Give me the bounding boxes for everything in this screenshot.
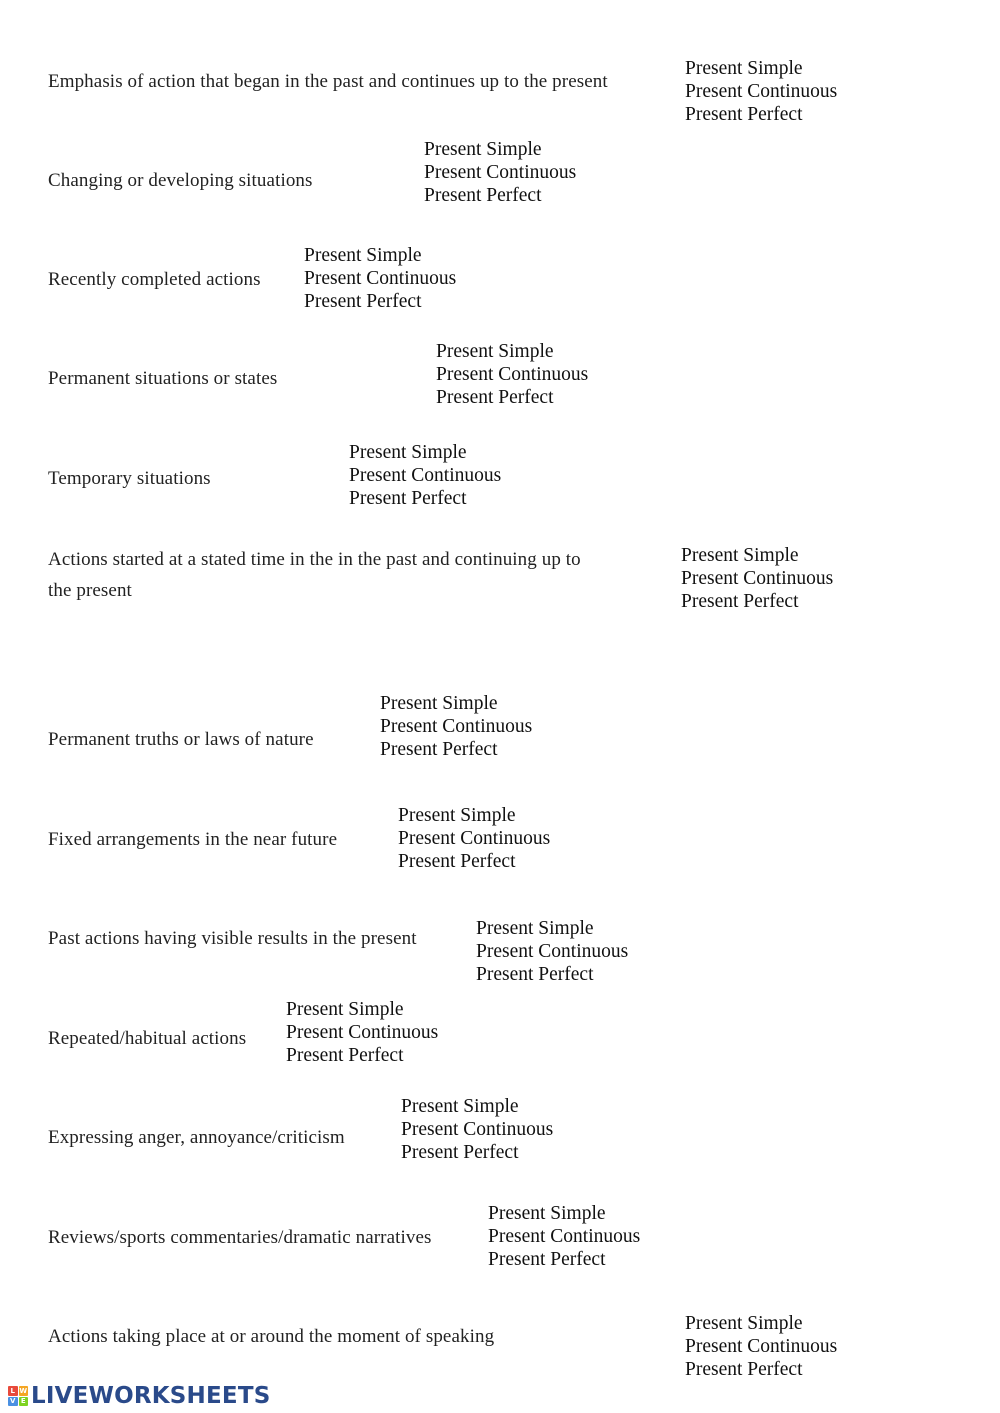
question-prompt: Actions started at a stated time in the in the past and continuing up to the present [48,549,581,601]
question-prompt: Repeated/habitual actions [48,1028,247,1049]
question-prompt: Actions taking place at or around the moment of speaking [48,1326,495,1347]
answer-option[interactable]: Present Perfect [349,488,467,509]
answer-option[interactable]: Present Continuous [424,162,577,183]
answer-option[interactable]: Present Continuous [685,81,838,102]
answer-options [424,138,576,207]
logo-icon-tile: L [8,1386,18,1396]
question-prompt: Expressing anger, annoyance/criticism [48,1127,345,1148]
answer-option[interactable]: Present Perfect [401,1142,519,1163]
answer-options [286,998,438,1067]
answer-option[interactable]: Present Simple [304,245,422,266]
liveworksheets-logo [8,1382,270,1410]
answer-option[interactable]: Present Perfect [681,591,799,612]
answer-options [349,441,501,510]
question-prompt: Emphasis of action that began in the past and continues up to the present [48,71,608,92]
answer-option[interactable]: Present Simple [685,1313,803,1334]
answer-option[interactable]: Present Continuous [436,364,589,385]
question-prompt: Reviews/sports commentaries/dramatic narratives [48,1227,432,1248]
answer-options [685,1312,837,1381]
logo-icon-tile: E [19,1397,29,1407]
answer-option[interactable]: Present Simple [398,805,516,826]
question-prompt: Permanent truths or laws of nature [48,729,314,750]
question-prompt: Recently completed actions [48,269,261,290]
logo-icon-tile: V [8,1397,18,1407]
answer-option[interactable]: Present Continuous [304,268,457,289]
answer-options [401,1095,553,1164]
answer-option[interactable]: Present Perfect [398,851,516,872]
answer-option[interactable]: Present Perfect [286,1045,404,1066]
answer-option[interactable]: Present Continuous [286,1022,439,1043]
answer-option[interactable]: Present Simple [488,1203,606,1224]
answer-options [476,917,628,986]
answer-option[interactable]: Present Simple [424,139,542,160]
logo-icon [8,1386,28,1406]
question-prompt: Permanent situations or states [48,368,278,389]
answer-options [398,804,550,873]
answer-option[interactable]: Present Perfect [476,964,594,985]
answer-options [304,244,456,313]
answer-option[interactable]: Present Continuous [349,465,502,486]
answer-options [380,692,532,761]
answer-option[interactable]: Present Simple [476,918,594,939]
answer-option[interactable]: Present Continuous [476,941,629,962]
answer-option[interactable]: Present Simple [286,999,404,1020]
answer-option[interactable]: Present Simple [401,1096,519,1117]
answer-option[interactable]: Present Perfect [424,185,542,206]
answer-option[interactable]: Present Simple [685,58,803,79]
answer-option[interactable]: Present Continuous [398,828,551,849]
question-prompt: Temporary situations [48,468,211,489]
answer-option[interactable]: Present Continuous [681,568,834,589]
question-prompt: Past actions having visible results in the present [48,928,417,949]
logo-icon-tile: W [19,1386,28,1395]
answer-option[interactable]: Present Perfect [685,1359,803,1380]
answer-options [681,544,833,613]
answer-option[interactable]: Present Simple [380,693,498,714]
answer-option[interactable]: Present Simple [349,442,467,463]
answer-option[interactable]: Present Continuous [380,716,533,737]
answer-option[interactable]: Present Simple [436,341,554,362]
answer-option[interactable]: Present Continuous [401,1119,554,1140]
answer-option[interactable]: Present Perfect [304,291,422,312]
answer-option[interactable]: Present Continuous [685,1336,838,1357]
question-prompt: Changing or developing situations [48,170,313,191]
answer-option[interactable]: Present Perfect [380,739,498,760]
answer-option[interactable]: Present Perfect [685,104,803,125]
logo-text: LIVEWORKSHEETS [31,1383,271,1409]
answer-option[interactable]: Present Perfect [436,387,554,408]
question-prompt: Fixed arrangements in the near future [48,829,338,850]
answer-option[interactable]: Present Continuous [488,1226,641,1247]
answer-option[interactable]: Present Simple [681,545,799,566]
answer-options [685,57,837,126]
answer-options [436,340,588,409]
answer-option[interactable]: Present Perfect [488,1249,606,1270]
answer-options [488,1202,640,1271]
